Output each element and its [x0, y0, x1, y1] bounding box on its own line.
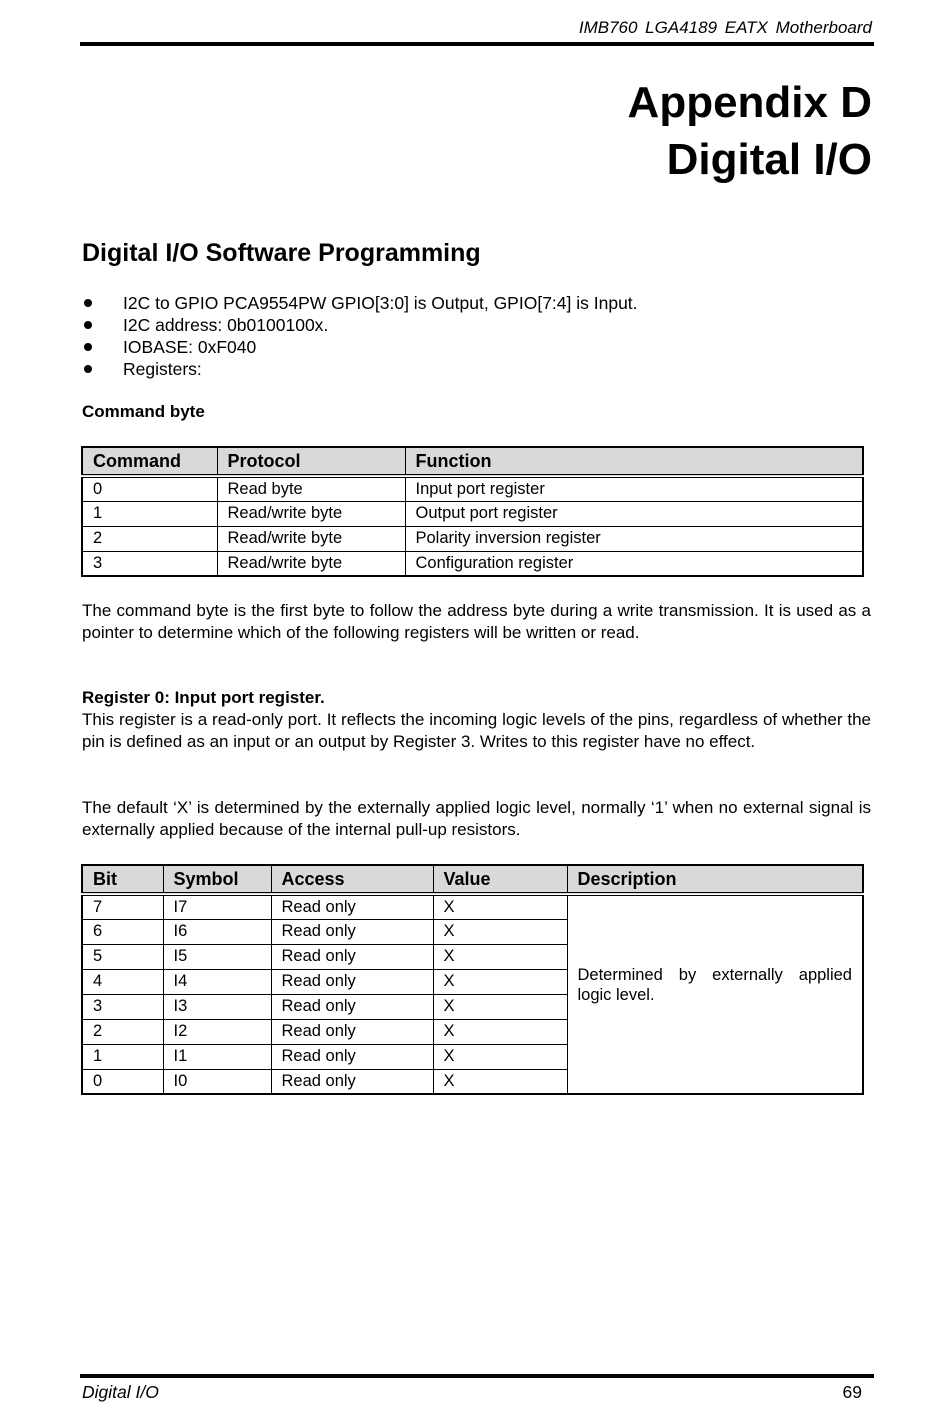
table-cell: 0 [82, 1069, 163, 1094]
default-value-description: The default ‘X’ is determined by the externally applied logic level, normally ‘1’ when no external signal is externally applied because of the internal pull-up resistors. [82, 798, 871, 839]
table-cell: Read only [271, 919, 433, 944]
table-cell: I2 [163, 1019, 271, 1044]
table-cell: I5 [163, 944, 271, 969]
table-header-row [82, 865, 863, 894]
table-cell: Read only [271, 1019, 433, 1044]
column-header: Value [433, 865, 567, 894]
table-cell: I6 [163, 919, 271, 944]
table-cell: 3 [82, 994, 163, 1019]
table-cell: X [433, 969, 567, 994]
input-port-table [81, 864, 864, 1095]
table-row [82, 526, 863, 551]
table-cell: Read only [271, 1069, 433, 1094]
table-cell: Read/write byte [217, 526, 405, 551]
table-cell: Polarity inversion register [405, 526, 863, 551]
bullet-dot-icon [84, 343, 92, 351]
page-number: 69 [842, 1382, 862, 1402]
table-cell: I0 [163, 1069, 271, 1094]
register0-title: Register 0: Input port register. [82, 688, 325, 707]
table-row [82, 476, 863, 501]
footer-section-title: Digital I/O [82, 1382, 159, 1402]
table-cell: Read only [271, 1044, 433, 1069]
table-cell: X [433, 994, 567, 1019]
table-cell: I7 [163, 894, 271, 919]
bullet-item: I2C to GPIO PCA9554PW GPIO[3:0] is Output, GPIO[7:4] is Input. [82, 292, 638, 314]
table-cell: 4 [82, 969, 163, 994]
column-header: Symbol [163, 865, 271, 894]
footer-rule [80, 1374, 874, 1378]
table-cell: 3 [82, 551, 217, 576]
table-row [82, 551, 863, 576]
table-cell: X [433, 944, 567, 969]
table-cell: 7 [82, 894, 163, 919]
column-header: Description [567, 865, 863, 894]
command-byte-description: The command byte is the first byte to follow the address byte during a write transmission. It is used as a pointer to determine which of the following registers will be written or read. [82, 601, 871, 642]
register0-description: This register is a read-only port. It reflects the incoming logic levels of the pins, regardless of whether the pin is defined as an input or an output by Register 3. Writes to this register have no effect. [82, 710, 871, 751]
table-cell: X [433, 1044, 567, 1069]
table-cell: 2 [82, 526, 217, 551]
appendix-title-line1: Appendix D [627, 78, 872, 127]
table-cell: Read only [271, 894, 433, 919]
table-cell: 0 [82, 476, 217, 501]
column-header: Access [271, 865, 433, 894]
table-cell: Output port register [405, 501, 863, 526]
bullet-item: IOBASE: 0xF040 [82, 336, 638, 358]
command-byte-caption: Command byte [82, 402, 205, 421]
appendix-title-line2: Digital I/O [666, 135, 872, 184]
header-rule [80, 42, 874, 46]
description-cell: Determined by externally applied logic level. [567, 894, 863, 1094]
table-cell: X [433, 894, 567, 919]
appendix-title [80, 74, 872, 188]
section-heading: Digital I/O Software Programming [82, 239, 481, 267]
bullet-dot-icon [84, 321, 92, 329]
column-header: Function [405, 447, 863, 476]
column-header: Command [82, 447, 217, 476]
table-row [82, 894, 863, 919]
table-row [82, 501, 863, 526]
table-cell: Read only [271, 944, 433, 969]
table-cell: I4 [163, 969, 271, 994]
table-cell: I1 [163, 1044, 271, 1069]
table-cell: X [433, 1019, 567, 1044]
table-cell: Read byte [217, 476, 405, 501]
header-title: IMB760 LGA4189 EATX Motherboard [578, 18, 872, 37]
table-cell: Read only [271, 994, 433, 1019]
table-cell: 6 [82, 919, 163, 944]
table-cell: Read only [271, 969, 433, 994]
bullet-item: Registers: [82, 358, 638, 380]
table-cell: 5 [82, 944, 163, 969]
column-header: Protocol [217, 447, 405, 476]
table-cell: X [433, 919, 567, 944]
table-cell: 1 [82, 1044, 163, 1069]
bullet-dot-icon [84, 299, 92, 307]
table-cell: Configuration register [405, 551, 863, 576]
bullet-dot-icon [84, 365, 92, 373]
table-cell: Input port register [405, 476, 863, 501]
table-cell: 1 [82, 501, 217, 526]
table-cell: 2 [82, 1019, 163, 1044]
table-header-row [82, 447, 863, 476]
table-cell: Read/write byte [217, 501, 405, 526]
bullet-item: I2C address: 0b0100100x. [82, 314, 638, 336]
table-cell: I3 [163, 994, 271, 1019]
table-cell: X [433, 1069, 567, 1094]
column-header: Bit [82, 865, 163, 894]
bullet-list [82, 292, 638, 380]
register0-section [82, 687, 871, 753]
command-table [81, 446, 864, 577]
table-cell: Read/write byte [217, 551, 405, 576]
